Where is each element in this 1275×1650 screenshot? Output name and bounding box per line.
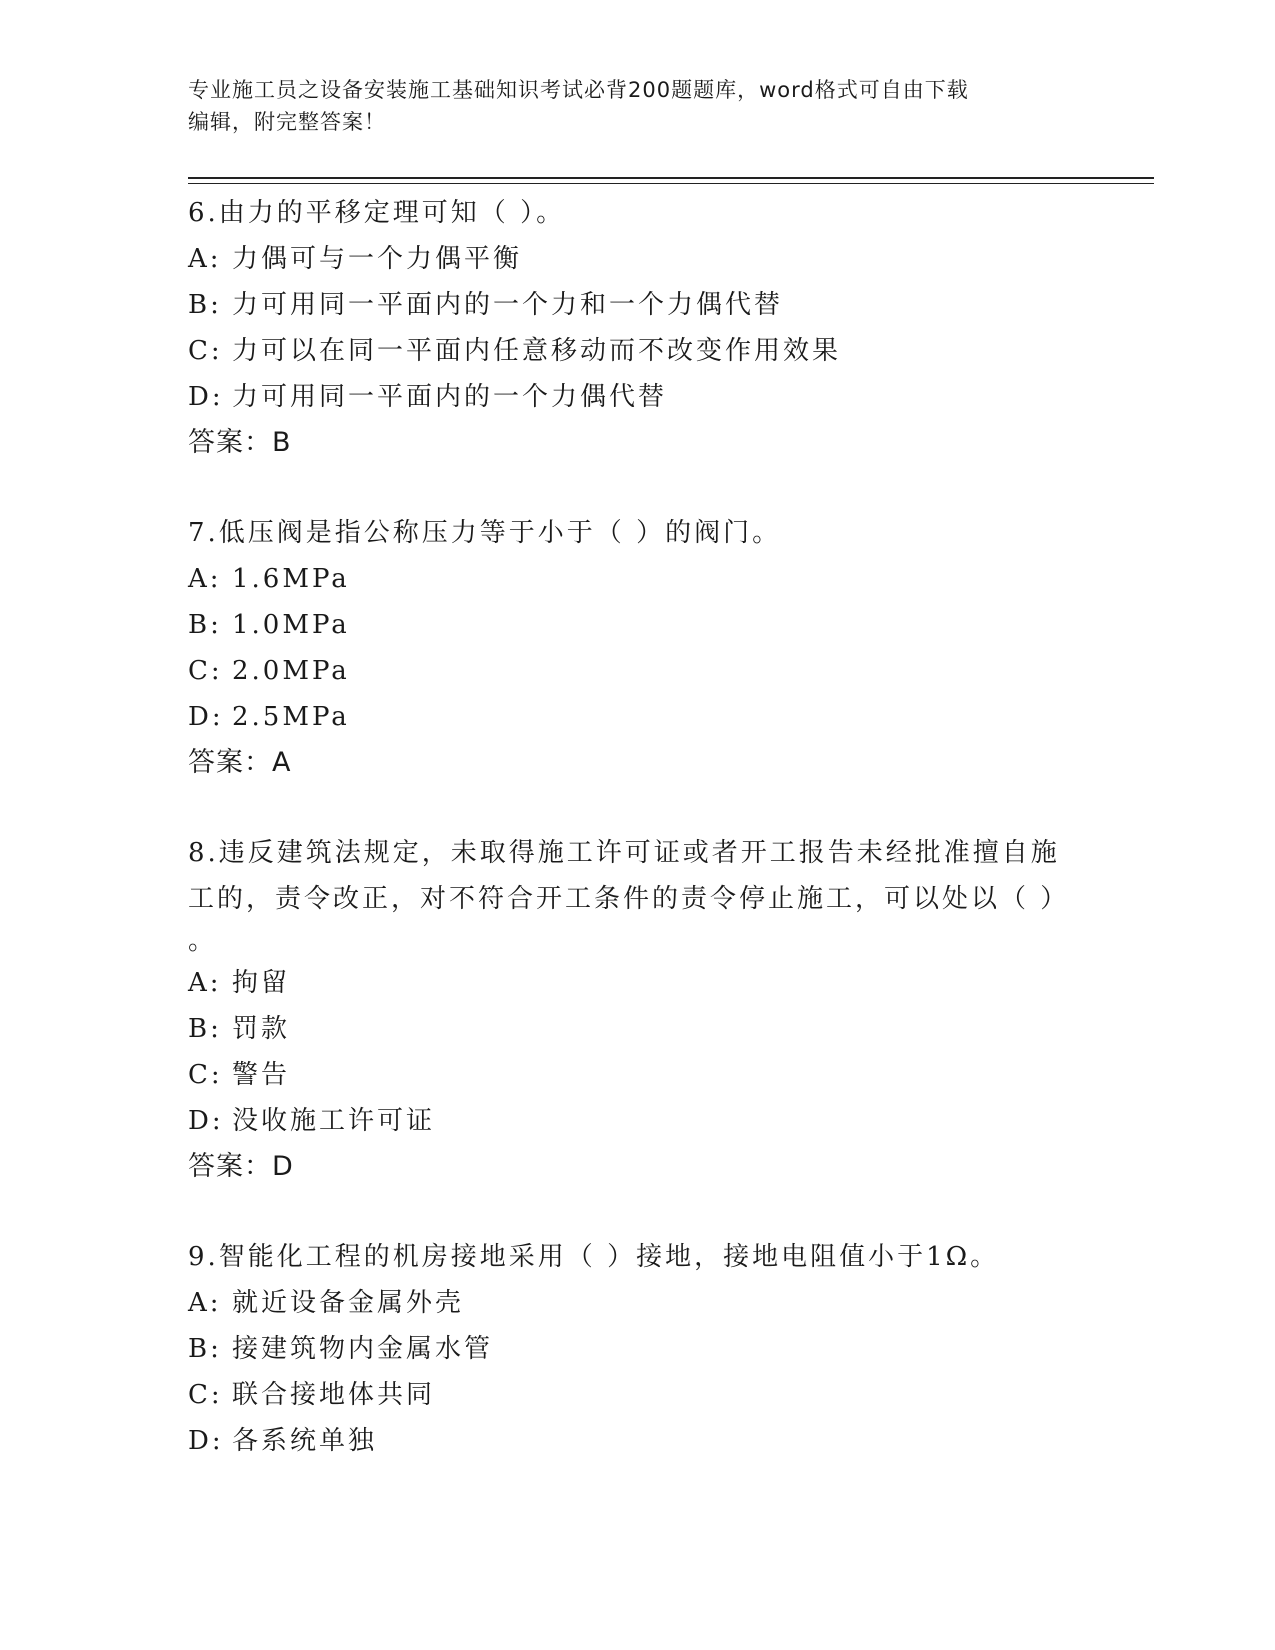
question-9 [188,1234,1088,1464]
option-letter: B: [188,1334,222,1364]
answer-line: 答案：A [188,747,292,778]
option-letter: B: [188,1014,222,1044]
option-letter: C: [188,336,223,366]
option-a [188,1280,1088,1326]
option-text: 2.5MPa [232,702,350,732]
option-text: 力可以在同一平面内任意移动而不改变作用效果 [232,336,842,366]
option-text: 1.0MPa [232,610,350,640]
header-line-1: 专业施工员之设备安装施工基础知识考试必背200题题库，word格式可自由下载 [188,78,969,102]
document-header [188,74,1088,138]
option-d [188,694,1088,740]
option-c [188,328,1088,374]
question-stem [188,830,1088,960]
question-stem [188,510,1088,556]
option-d [188,1098,1088,1144]
answer-line: 答案：B [188,427,292,458]
option-c [188,1052,1088,1098]
option-text: 力可用同一平面内的一个力偶代替 [232,382,668,412]
header-divider-thick [188,177,1154,179]
header-line-2: 编辑，附完整答案！ [188,110,386,134]
question-stem [188,1234,1088,1280]
option-text: 1.6MPa [232,564,350,594]
option-text: 2.0MPa [232,656,350,686]
question-list [188,190,1088,1508]
option-letter: A: [188,244,222,274]
question-6 [188,190,1088,466]
question-stem-line: 9.智能化工程的机房接地采用（ ）接地，接地电阻值小于1Ω。 [188,1242,1000,1272]
option-c [188,648,1088,694]
question-stem-line: 7.低压阀是指公称压力等于小于（ ）的阀门。 [188,518,782,548]
question-7 [188,510,1088,786]
option-d [188,374,1088,420]
option-letter: A: [188,564,222,594]
option-letter: B: [188,610,222,640]
option-a [188,236,1088,282]
option-letter: A: [188,1288,222,1318]
option-a [188,960,1088,1006]
question-stem-line: 8.违反建筑法规定，未取得施工许可证或者开工报告未经批准擅自施 [188,838,1060,868]
option-letter: B: [188,290,222,320]
option-letter: D: [188,382,224,412]
question-stem-line: 。 [188,926,218,956]
option-c [188,1372,1088,1418]
answer-line: 答案：D [188,1151,294,1182]
option-b [188,1006,1088,1052]
question-8 [188,830,1088,1190]
question-stem-line: 6.由力的平移定理可知（ ）。 [188,198,566,228]
option-letter: A: [188,968,222,998]
option-d [188,1418,1088,1464]
option-text: 拘留 [232,968,291,998]
option-text: 联合接地体共同 [232,1380,436,1410]
question-stem [188,190,1088,236]
option-letter: C: [188,1060,223,1090]
option-letter: D: [188,702,224,732]
option-a [188,556,1088,602]
option-text: 各系统单独 [232,1426,378,1456]
option-letter: D: [188,1106,224,1136]
option-text: 就近设备金属外壳 [232,1288,465,1318]
option-b [188,282,1088,328]
header-divider-thin [188,183,1154,184]
option-letter: D: [188,1426,224,1456]
option-text: 力偶可与一个力偶平衡 [232,244,523,274]
option-letter: C: [188,656,223,686]
option-letter: C: [188,1380,223,1410]
question-stem-line: 工的，责令改正，对不符合开工条件的责令停止施工，可以处以（ ） [188,884,1070,914]
option-text: 力可用同一平面内的一个力和一个力偶代替 [232,290,784,320]
option-text: 没收施工许可证 [232,1106,436,1136]
option-text: 罚款 [232,1014,291,1044]
option-text: 警告 [232,1060,291,1090]
option-b [188,1326,1088,1372]
option-text: 接建筑物内金属水管 [232,1334,494,1364]
option-b [188,602,1088,648]
